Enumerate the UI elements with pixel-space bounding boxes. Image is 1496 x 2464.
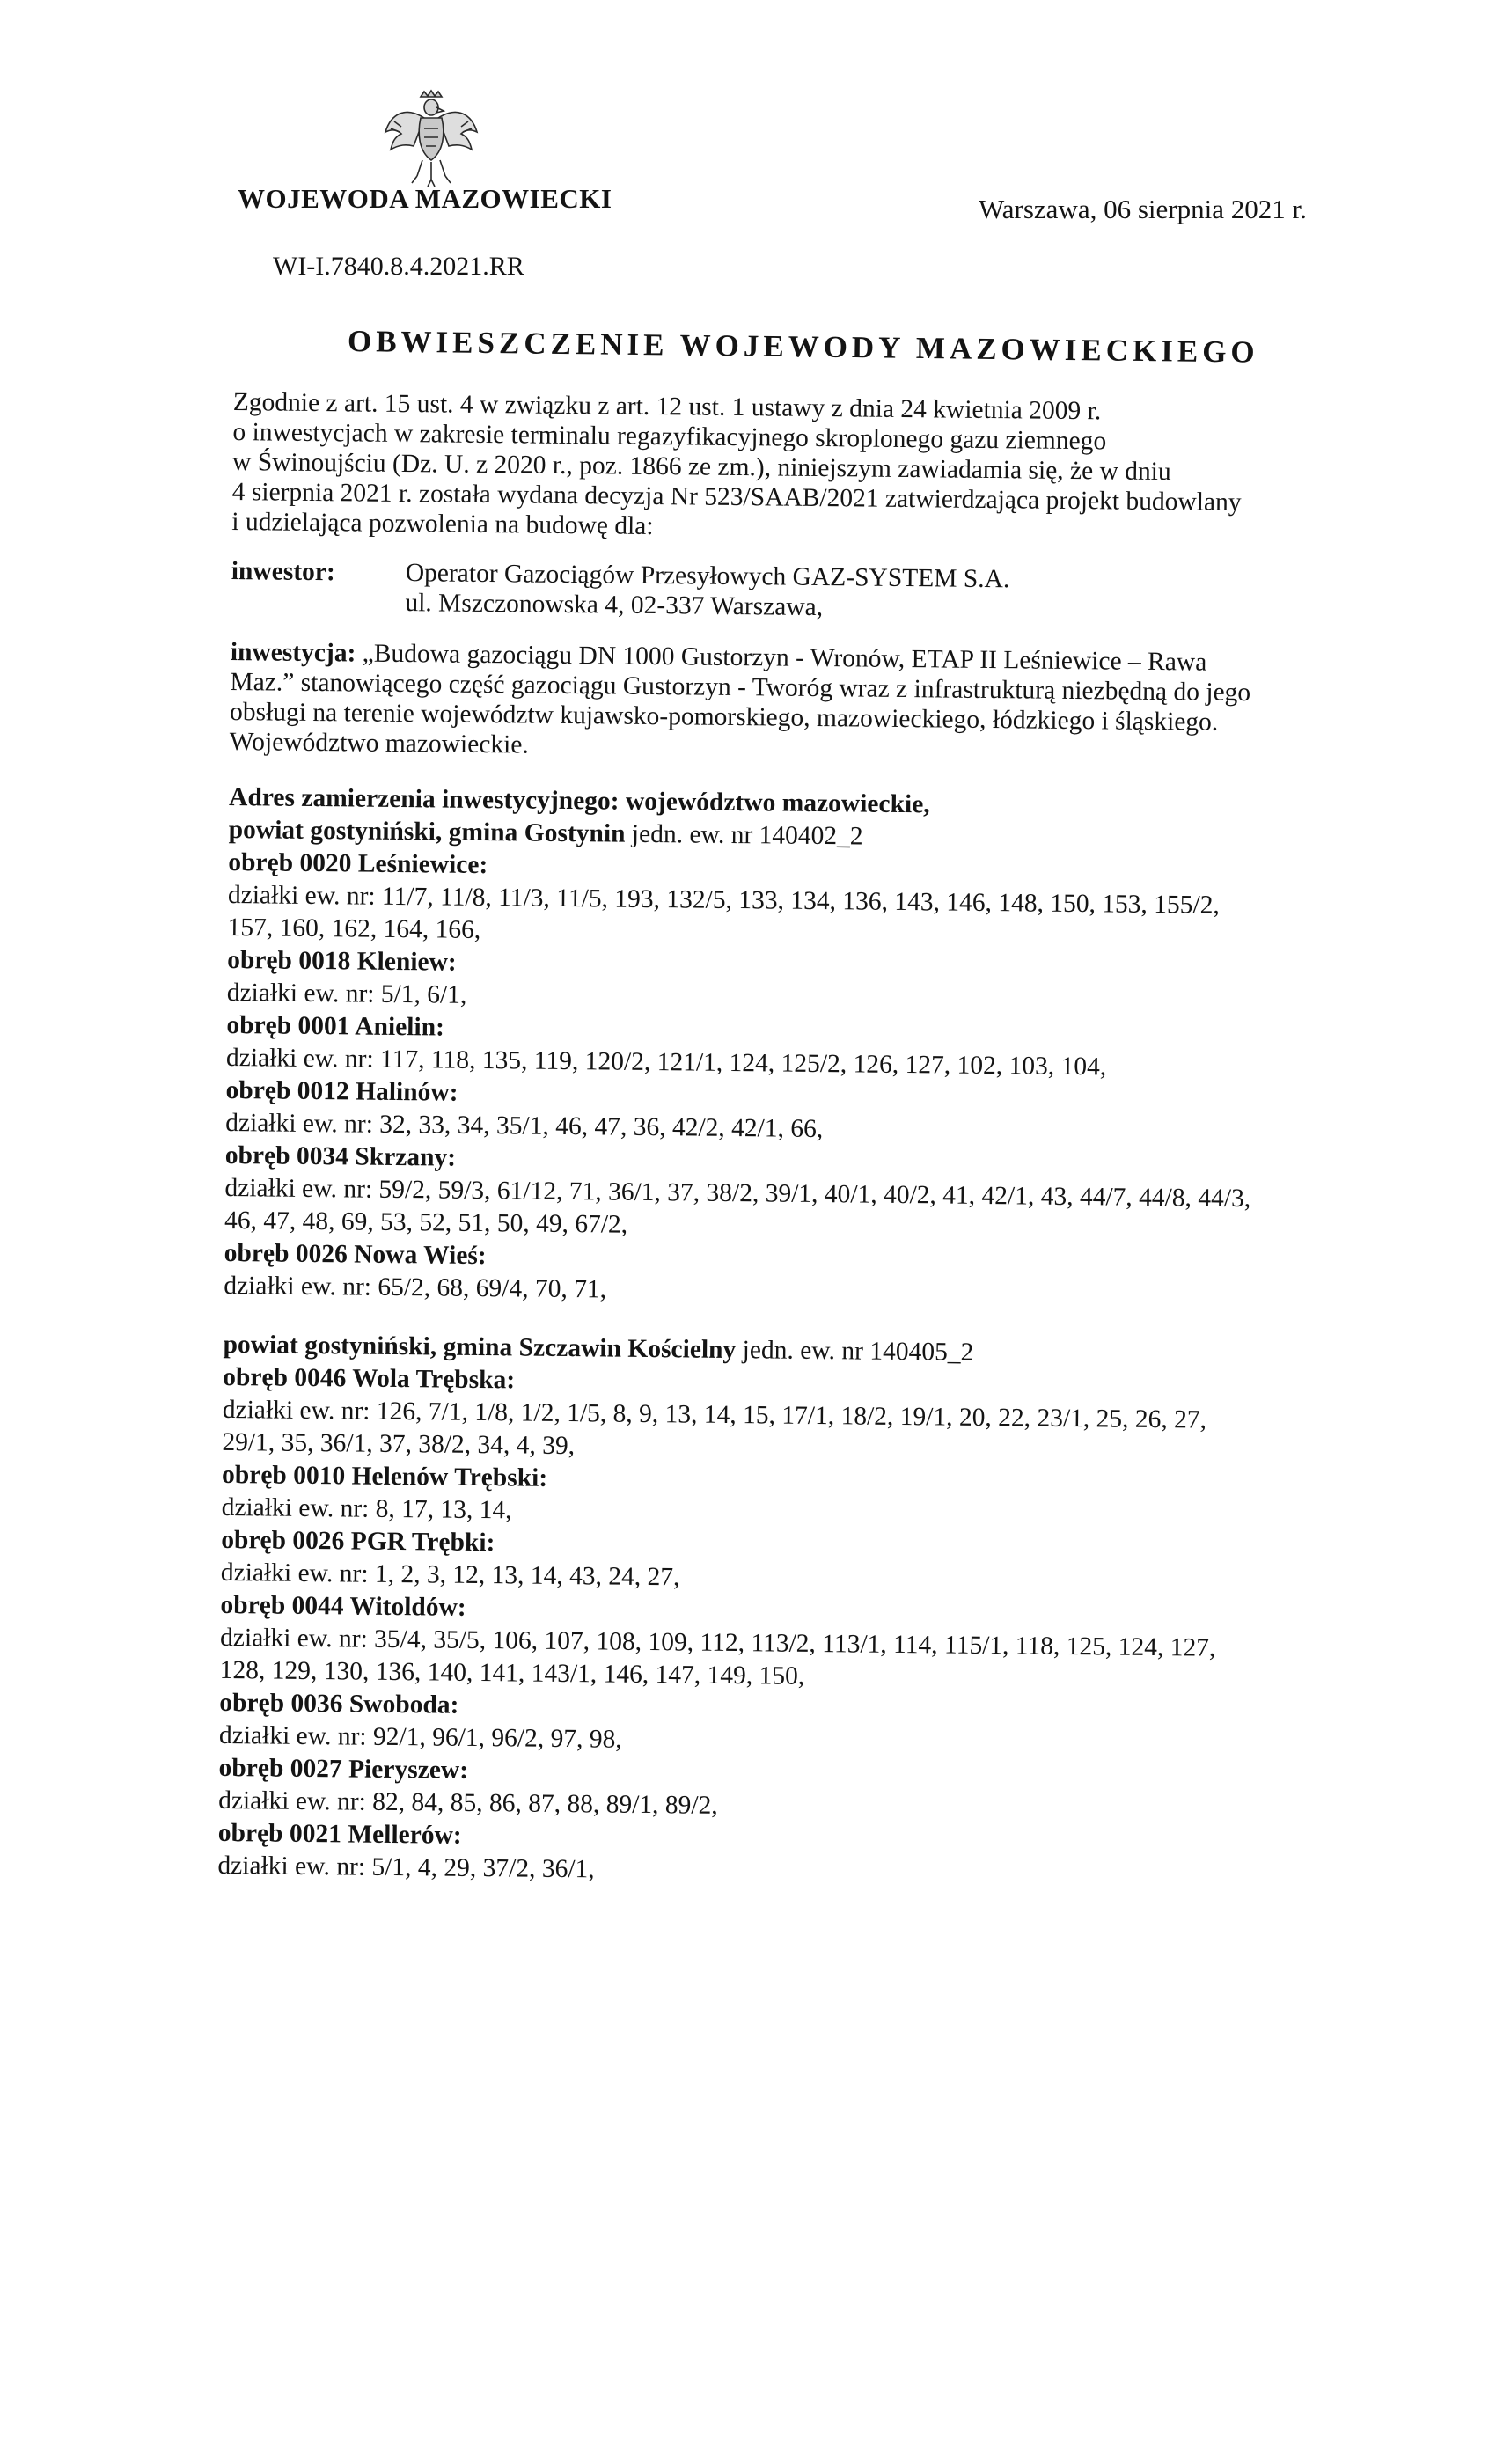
parcel-list-line: 128, 129, 130, 136, 140, 141, 143/1, 146, 147, 149, 150, [219,1655,805,1690]
investor-details [405,558,1009,624]
reference-number: WI-I.7840.8.4.2021.RR [273,252,524,281]
parcel-list-line: działki ew. nr: 92/1, 96/1, 96/2, 97, 98, [218,1720,622,1754]
investor-label: inwestor: [231,556,335,587]
parcel-list-line: działki ew. nr: 117, 118, 135, 119, 120/2, 121/1, 124, 125/2, 126, 127, 102, 103, 104, [225,1043,1107,1082]
intro-line: o inwestycjach w zakresie terminalu regazyfikacyjnego skroplonego gazu ziemnego [232,417,1107,456]
group-heading: powiat gostyniński, gmina Gostynin jedn. ew. nr 140402_2 [228,815,863,851]
parcel-list-line: działki ew. nr: 126, 7/1, 1/8, 1/2, 1/5, 8, 9, 13, 14, 15, 17/1, 18/2, 19/1, 20, 22, 23/1, 25, 26, 27, [222,1395,1207,1434]
document-title: OBWIESZCZENIE WOJEWODY MAZOWIECKIEGO [347,324,1259,370]
precinct-name: obręb 0036 Swoboda: [219,1688,459,1720]
investment-block [230,637,1383,769]
investor-block [231,556,1384,628]
parcel-list-line: działki ew. nr: 82, 84, 85, 86, 87, 88, 89/1, 89/2, [218,1786,718,1820]
precinct-name: obręb 0001 Anielin: [226,1010,445,1042]
parcel-list-line: działki ew. nr: 35/4, 35/5, 106, 107, 108, 109, 112, 113/2, 113/1, 114, 115/1, 118, 125, 124, 127, [219,1623,1216,1662]
parcel-list-line: działki ew. nr: 65/2, 68, 69/4, 70, 71, [224,1271,607,1304]
parcel-list-line: działki ew. nr: 11/7, 11/8, 11/3, 11/5, 193, 132/5, 133, 134, 136, 143, 146, 148, 150, 153, 155/2, [227,880,1221,920]
parcel-list-line: działki ew. nr: 5/1, 4, 29, 37/2, 36/1, [217,1851,595,1884]
address-heading: Adres zamierzenia inwestycyjnego: województwo mazowieckie, [228,782,930,819]
parcel-list-line: działki ew. nr: 8, 17, 13, 14, [221,1492,512,1525]
precinct-name: obręb 0018 Kleniew: [227,945,457,977]
precinct-name: obręb 0027 Pieryszew: [218,1753,469,1785]
precinct-name: obręb 0020 Leśniewice: [228,847,488,880]
parcel-list-line: działki ew. nr: 59/2, 59/3, 61/12, 71, 36/1, 37, 38/2, 39/1, 40/1, 40/2, 41, 42/1, 43, 44/7, 44/8, 44/3, [224,1173,1251,1214]
place-date: Warszawa, 06 sierpnia 2021 r. [979,194,1307,224]
precinct-name: obręb 0012 Halinów: [225,1075,458,1107]
intro-paragraph [231,387,1386,549]
parcel-list-line: działki ew. nr: 32, 33, 34, 35/1, 46, 47, 36, 42/2, 42/1, 66, [225,1108,824,1144]
precinct-name: obręb 0010 Helenów Trębski: [221,1460,548,1492]
investor-address: ul. Mszczonowska 4, 02-337 Warszawa, [405,589,824,622]
investment-label: inwestycja: [230,637,356,668]
polish-eagle-emblem-icon [378,88,484,189]
precinct-list [224,847,1381,1315]
investment-line: Województwo mazowieckie. [229,727,529,759]
investment-line: „Budowa gazociągu DN 1000 Gustorzyn - Wronów, ETAP II Leśniewice – Rawa [362,639,1207,677]
parcel-list-line: działki ew. nr: 1, 2, 3, 12, 13, 14, 43, 24, 27, [220,1558,680,1592]
document-body [217,387,1386,1895]
investment-line: Maz.” stanowiącego część gazociągu Gustorzyn - Tworóg wraz z infrastrukturą niezbędną do jego [230,667,1251,708]
parcel-list-line: działki ew. nr: 5/1, 6/1, [226,978,467,1009]
investment-line: obsługi na terenie województw kujawsko-pomorskiego, mazowieckiego, łódzkiego i śląskiego. [229,697,1219,737]
intro-line: 4 sierpnia 2021 r. została wydana decyzja Nr 523/SAAB/2021 zatwierdzająca projekt budowlany [231,477,1242,517]
precinct-name: obręb 0046 Wola Trębska: [223,1362,516,1395]
address-section [217,781,1382,1895]
authority-name: WOJEWODA MAZOWIECKI [238,183,612,214]
precinct-name: obręb 0021 Mellerów: [217,1818,462,1850]
precinct-name: obręb 0026 Nowa Wieś: [224,1238,487,1271]
precinct-name: obręb 0044 Witoldów: [220,1590,466,1622]
precinct-name: obręb 0026 PGR Trębki: [221,1525,495,1558]
intro-line: w Świnoujściu (Dz. U. z 2020 r., poz. 1866 ze zm.), niniejszym zawiadamia się, że w dniu [231,447,1171,487]
parcel-list-line: 46, 47, 48, 69, 53, 52, 51, 50, 49, 67/2, [224,1206,628,1239]
parcel-list-line: 157, 160, 162, 164, 166, [227,913,481,944]
precinct-name: obręb 0034 Skrzany: [224,1140,457,1172]
precinct-list [217,1361,1375,1895]
intro-line: i udzielająca pozwolenia na budowę dla: [231,507,654,541]
investor-name: Operator Gazociągów Przesyłowych GAZ-SYSTEM S.A. [405,559,1010,594]
parcel-list-line: 29/1, 35, 36/1, 37, 38/2, 34, 4, 39, [222,1427,576,1461]
group-heading: powiat gostyniński, gmina Szczawin Kościelny jedn. ew. nr 140405_2 [223,1330,974,1367]
intro-line: Zgodnie z art. 15 ust. 4 w związku z art. 12 ust. 1 ustawy z dnia 24 kwietnia 2009 r. [232,387,1102,426]
